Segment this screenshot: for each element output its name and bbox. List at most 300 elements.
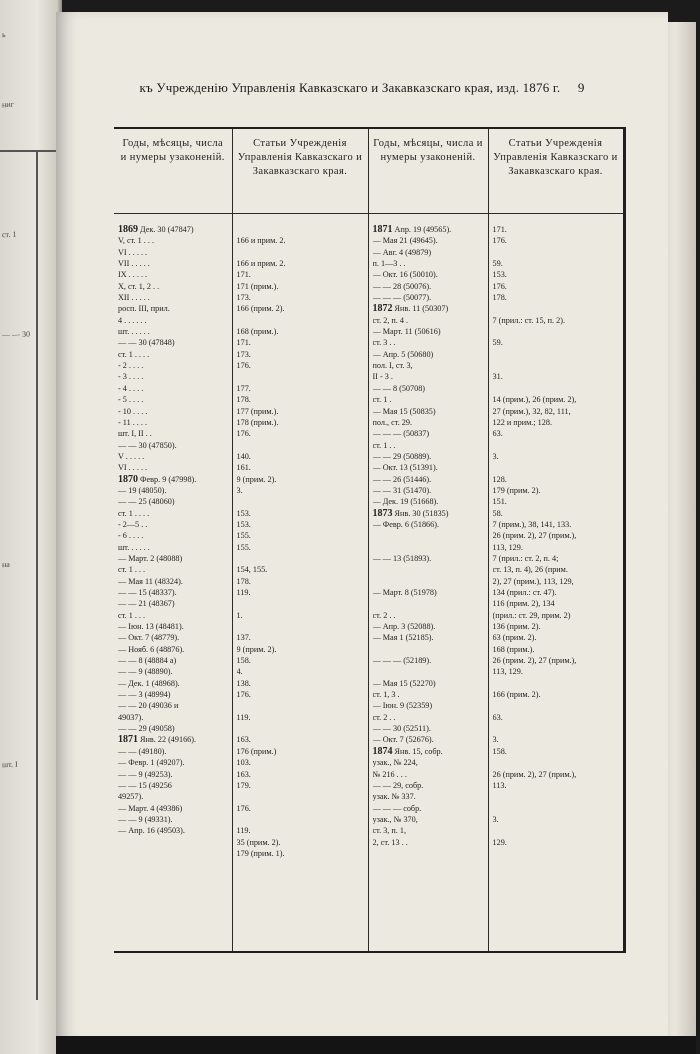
entry-text: ст. 2 . .: [372, 712, 396, 722]
decree-entry: [373, 689, 485, 700]
article-entry: 153.: [492, 270, 507, 280]
article-entry: 4.: [236, 667, 243, 677]
decree-entry: [373, 519, 485, 530]
decree-entry: [373, 292, 485, 303]
article-entry: 171.: [236, 270, 251, 280]
article-entry: 119.: [236, 588, 251, 597]
article-entry: [493, 440, 620, 451]
article-entry: 1.: [236, 610, 243, 620]
decree-entry: [118, 508, 229, 519]
article-entry: 176 (прим.): [236, 746, 277, 756]
decree-entry: [118, 326, 229, 337]
entry-text: — — 8 (48884 a): [118, 656, 177, 666]
entry-text: — Апр. 3 (52088).: [372, 622, 436, 632]
article-entry: 176.: [492, 281, 507, 291]
decree-entry: [118, 394, 229, 405]
article-entry: 179.: [236, 780, 251, 790]
entry-text: — — 29 (49058): [118, 724, 175, 734]
entry-text: — Нояб. 6 (48876).: [118, 644, 185, 654]
entry-text: Дек. 30 (47847): [138, 225, 194, 234]
decree-entry: [118, 530, 229, 541]
facing-page-text: ст. 1: [2, 229, 17, 240]
decree-entry: [373, 542, 485, 553]
decree-entry: [118, 769, 229, 780]
entry-text: — — (49180).: [118, 746, 167, 756]
entry-text: - 2 . . . .: [118, 361, 144, 371]
decree-entry: [373, 360, 485, 371]
article-entry: 113, 129.: [492, 667, 523, 677]
article-entry: [237, 440, 365, 451]
article-entry: 35 (прим. 2).: [236, 837, 281, 847]
entry-text: — — 15 (48337).: [118, 588, 177, 597]
article-entry: 137.: [236, 633, 251, 643]
article-entry: 179 (прим. 1).: [236, 848, 285, 858]
article-entry: 2), 27 (прим.), 113, 129,: [492, 576, 574, 586]
article-entry: 179 (прим. 2).: [492, 485, 541, 495]
decree-entry: [373, 326, 485, 337]
entry-text: Апр. 19 (49565).: [392, 225, 452, 234]
article-entry: [237, 700, 365, 711]
facing-page-text: на: [2, 559, 10, 570]
article-entry: 129.: [492, 837, 507, 847]
entry-text: ст. 1 . .: [372, 440, 396, 450]
entry-text: - 10 . . . .: [118, 406, 148, 416]
entry-text: — 19 (48050).: [118, 485, 167, 495]
article-entry: 138.: [236, 678, 251, 688]
article-entry: 166 и прим. 2.: [236, 236, 286, 246]
article-entry: [237, 723, 365, 734]
article-entry: [237, 371, 365, 382]
entry-text: — Мая 15 (52270): [372, 678, 436, 688]
facing-page-rule: [36, 150, 38, 1000]
article-entry: 166 (прим. 2).: [236, 304, 285, 314]
entry-text: — Окт. 13 (51391).: [372, 463, 438, 473]
entry-text: № 216 . . .: [372, 769, 407, 779]
entry-text: — — 9 (49253).: [118, 769, 173, 779]
article-entry: [493, 723, 620, 734]
column-header: Статьи Учрежденія Управленія Кавказскаго и Закавказскаго края.: [232, 128, 368, 214]
decree-entry: [118, 360, 229, 371]
decree-column-left: [114, 214, 232, 953]
entry-text: ст. 3, п. 1,: [372, 826, 406, 836]
article-entry: 27 (прим.), 32, 82, 111,: [492, 406, 571, 416]
decree-entry: [118, 474, 229, 485]
entry-text: — — 28 (50076).: [372, 281, 432, 291]
header-title: къ Учрежденію Управленія Кавказскаго и Закавказскаго края, изд. 1876 г.: [139, 80, 561, 95]
entry-text: ст. 2, п. 4 .: [372, 315, 409, 325]
article-entry: [493, 700, 620, 711]
entry-text: — — 13 (51893).: [372, 553, 432, 563]
entry-text: VI . . . . .: [118, 463, 148, 473]
year-label: 1870: [118, 473, 138, 485]
decree-entry: [118, 281, 229, 292]
article-entry: [493, 303, 620, 314]
article-entry: 173.: [236, 349, 251, 359]
entry-text: — Дек. 19 (51668).: [372, 497, 439, 507]
article-entry: 166 и прим. 2.: [236, 259, 286, 269]
decree-entry: [373, 235, 485, 246]
entry-text: — Март. 2 (48088): [118, 553, 183, 563]
decree-entry: [373, 837, 485, 848]
entry-text: 49257).: [118, 792, 144, 802]
article-entry: 161.: [236, 463, 251, 473]
article-entry: [493, 678, 620, 689]
article-entry: 173.: [236, 293, 251, 303]
article-entry: [237, 247, 365, 258]
article-entry: 14 (прим.), 26 (прим. 2),: [492, 395, 577, 405]
entry-text: — Апр. 16 (49503).: [118, 826, 185, 836]
entry-text: — Мая 15 (50835): [372, 406, 436, 416]
article-entry: 153.: [236, 519, 251, 529]
decree-entry: [373, 666, 485, 677]
facing-page-gutter: [0, 0, 62, 1054]
decree-entry: [118, 247, 229, 258]
entry-text: - 11 . . . .: [118, 417, 148, 427]
article-entry: 168 (прим.).: [236, 327, 279, 337]
year-label: 1872: [372, 303, 393, 315]
facing-page-text: ниг: [2, 99, 14, 110]
articles-column-left: [232, 214, 368, 953]
entry-text: — Дек. 1 (48968).: [118, 678, 180, 688]
article-entry: 9 (прим. 2).: [236, 474, 277, 484]
entry-text: - 4 . . . .: [118, 383, 144, 393]
entry-text: V . . . . .: [118, 451, 145, 461]
article-entry: 171.: [236, 338, 251, 348]
page-number: 9: [577, 80, 585, 95]
entry-text: — — 31 (51470).: [372, 485, 432, 495]
article-entry: 116 (прим. 2), 134: [492, 599, 555, 609]
entry-text: — — 9 (48890).: [118, 667, 173, 677]
entry-text: ст. 1, 3 .: [372, 690, 400, 700]
article-entry: [237, 496, 365, 507]
decree-entry: [373, 224, 485, 235]
decree-entry: [373, 530, 485, 541]
entry-text: росп. III, прил.: [118, 304, 170, 314]
article-entry: [493, 360, 620, 371]
entry-text: ст. 1 . . .: [118, 565, 146, 575]
decree-entry: [118, 746, 229, 757]
article-entry: 3.: [236, 485, 243, 495]
decree-entry: [373, 553, 485, 564]
decree-entry: [373, 814, 485, 825]
decree-entry: [118, 587, 229, 598]
decree-entry: [118, 712, 229, 723]
decree-entry: [118, 553, 229, 564]
entry-text: — — 9 (49331).: [118, 814, 173, 824]
article-entry: 3.: [492, 735, 499, 745]
decree-entry: [373, 394, 485, 405]
entry-text: - 6 . . . .: [118, 531, 144, 541]
article-entry: (прил.: ст. 29, прим. 2): [492, 610, 571, 620]
article-entry: 158.: [236, 656, 251, 666]
entry-text: — — 29, собр.: [372, 780, 424, 790]
article-entry: 63 (прим. 2).: [492, 633, 537, 643]
entry-text: узак. № 337.: [372, 792, 416, 802]
entry-text: ст. 1 .: [372, 395, 392, 405]
decree-entry: [373, 598, 485, 609]
decree-entry: [118, 825, 229, 836]
entry-text: — Іюн. 13 (48481).: [118, 622, 184, 632]
decree-entry: [373, 269, 485, 280]
entry-text: ст. 1 . . . .: [118, 349, 150, 359]
decree-entry: [373, 723, 485, 734]
entry-text: - 3 . . . .: [118, 372, 144, 382]
article-entry: 103.: [236, 758, 251, 768]
decree-entry: [118, 258, 229, 269]
decree-entry: [373, 406, 485, 417]
decree-entry: [118, 734, 229, 745]
decree-entry: [118, 485, 229, 496]
article-entry: 59.: [492, 259, 503, 269]
decree-entry: [373, 315, 485, 326]
entry-text: пол. I, ст. 3,: [372, 361, 413, 371]
entry-text: — Мая 21 (49645).: [372, 236, 438, 246]
entry-text: шт. . . . . .: [118, 327, 150, 337]
article-entry: 58.: [492, 508, 503, 518]
entry-text: — Март. 4 (49386): [118, 803, 183, 813]
decree-entry: [373, 485, 485, 496]
entry-text: — — — (52189).: [372, 656, 432, 666]
decree-column-right: [368, 214, 488, 953]
article-entry: 177 (прим.).: [236, 406, 279, 416]
decree-entry: [118, 700, 229, 711]
article-entry: [237, 791, 365, 802]
article-entry: 155.: [236, 542, 251, 552]
article-entry: 26 (прим. 2), 27 (прим.),: [492, 531, 577, 541]
decree-entry: [118, 689, 229, 700]
decree-entry: [118, 803, 229, 814]
article-entry: [493, 383, 620, 394]
article-entry: 26 (прим. 2), 27 (прим.),: [492, 656, 577, 666]
entry-text: — — 3 (48994): [118, 690, 171, 700]
decree-entry: [373, 803, 485, 814]
entry-text: VII . . . . .: [118, 259, 150, 269]
decree-entry: [373, 508, 485, 519]
article-entry: 153.: [236, 508, 251, 518]
decree-entry: [373, 587, 485, 598]
article-entry: 155.: [236, 531, 251, 541]
decree-entry: [118, 678, 229, 689]
article-entry: 7 (прим.), 38, 141, 133.: [492, 519, 572, 529]
decree-entry: [118, 655, 229, 666]
article-entry: 3.: [492, 814, 499, 824]
entry-text: — Март. 11 (50616): [372, 327, 441, 337]
article-entry: 119.: [236, 826, 251, 836]
article-entry: 9 (прим. 2).: [236, 644, 277, 654]
decree-entry: [373, 564, 485, 575]
article-entry: [237, 315, 365, 326]
entry-text: шт. I, II . .: [118, 429, 152, 439]
article-entry: [493, 326, 620, 337]
year-label: 1869: [118, 224, 138, 235]
decree-entry: [373, 440, 485, 451]
decree-entry: [118, 383, 229, 394]
decree-entry: [373, 496, 485, 507]
article-entry: [493, 825, 620, 836]
entry-text: узак., № 370,: [372, 814, 418, 824]
entry-text: — — 30 (47850).: [118, 440, 177, 450]
entry-text: — — 15 (49256: [118, 780, 172, 790]
decree-entry: [118, 315, 229, 326]
year-label: 1873: [372, 507, 393, 519]
entry-text: ст. 1 . . .: [118, 610, 146, 620]
article-entry: 176.: [236, 690, 251, 700]
decree-entry: [373, 303, 485, 314]
entry-text: — — 29 (50889).: [372, 451, 432, 461]
article-entry: 151.: [492, 497, 507, 507]
decree-entry: [118, 224, 229, 235]
decree-entry: [118, 462, 229, 473]
year-label: 1874: [372, 745, 393, 757]
article-entry: 176.: [492, 236, 507, 246]
column-header: Годы, мѣсяцы, числа и нумеры узаконеній.: [368, 128, 488, 214]
article-entry: 136 (прим. 2).: [492, 622, 541, 632]
article-entry: 158.: [492, 746, 507, 756]
column-header: Статьи Учрежденія Управленія Кавказскаго и Закавказскаго края.: [488, 128, 624, 214]
entry-text: — Авг. 4 (49879): [372, 247, 432, 257]
article-entry: 168 (прим.).: [492, 644, 535, 654]
entry-text: X, ст. 1, 2 . .: [118, 281, 160, 291]
decree-entry: [118, 542, 229, 553]
decree-entry: [118, 666, 229, 677]
article-entry: 166 (прим. 2).: [492, 690, 541, 700]
article-entry: 26 (прим. 2), 27 (прим.),: [492, 769, 577, 779]
entry-text: — Март. 8 (51978): [372, 588, 437, 597]
decree-entry: [118, 644, 229, 655]
decree-entry: [373, 700, 485, 711]
entry-text: IX . . . . .: [118, 270, 148, 280]
decree-entry: [118, 598, 229, 609]
article-entry: 163.: [236, 735, 251, 745]
entry-text: 2, ст. 13 . .: [372, 837, 408, 847]
decree-entry: [373, 769, 485, 780]
facing-page-rule: [0, 150, 62, 152]
article-entry: 128.: [492, 474, 507, 484]
decree-entry: [118, 428, 229, 439]
decree-entry: [118, 621, 229, 632]
decree-entry: [118, 564, 229, 575]
column-header: Годы, мѣсяцы, числа и нумеры узаконеній.: [114, 128, 232, 214]
decree-entry: [118, 349, 229, 360]
entry-text: — — — собр.: [372, 803, 422, 813]
decree-entry: [373, 757, 485, 768]
decree-entry: [118, 610, 229, 621]
article-entry: [237, 814, 365, 825]
entry-text: — — 25 (48060): [118, 497, 175, 507]
decree-entry: [373, 678, 485, 689]
entry-text: — Мая 1 (52185).: [372, 633, 434, 643]
entry-text: — Окт. 16 (50010).: [372, 270, 438, 280]
article-entry: [493, 791, 620, 802]
article-entry: 176.: [236, 361, 251, 371]
article-entry: [493, 349, 620, 360]
decree-entry: [118, 337, 229, 348]
article-entry: 171 (прим.).: [236, 281, 279, 291]
article-entry: 178.: [492, 293, 507, 303]
entry-text: — Февр. 6 (51866).: [372, 519, 439, 529]
article-entry: 31.: [492, 372, 503, 382]
article-entry: [493, 462, 620, 473]
entry-text: — — 20 (49036 и: [118, 701, 179, 711]
decree-entry: [373, 576, 485, 587]
decree-entry: [373, 746, 485, 757]
book-page: [56, 12, 668, 1042]
entry-text: — Окт. 7 (48779).: [118, 633, 180, 643]
concordance-table: [114, 127, 626, 953]
entry-text: Янв. 11 (50307): [392, 304, 449, 314]
year-label: 1871: [372, 224, 393, 235]
decree-entry: [118, 269, 229, 280]
article-entry: [237, 224, 365, 235]
article-entry: [493, 803, 620, 814]
entry-text: - 2—5 . .: [118, 519, 148, 529]
decree-entry: [118, 780, 229, 791]
decree-entry: [373, 247, 485, 258]
decree-entry: [373, 281, 485, 292]
entry-text: — — 21 (48367): [118, 599, 175, 609]
entry-text: ст. 1 . . . .: [118, 508, 150, 518]
entry-text: — Апр. 5 (50680): [372, 349, 434, 359]
article-entry: 140.: [236, 451, 251, 461]
decree-entry: [118, 791, 229, 802]
decree-entry: [373, 780, 485, 791]
entry-text: ст. 3 . .: [372, 338, 396, 348]
decree-entry: [118, 406, 229, 417]
article-entry: 178.: [236, 576, 251, 586]
decree-entry: [118, 576, 229, 587]
article-entry: 3.: [492, 451, 499, 461]
decree-entry: [373, 417, 485, 428]
article-entry: 176.: [236, 803, 251, 813]
entry-text: II - 3 .: [372, 372, 393, 382]
decree-entry: [373, 610, 485, 621]
entry-text: — — — (50837): [372, 429, 430, 439]
entry-text: 4 . . . . . .: [118, 315, 147, 325]
article-entry: 154, 155.: [236, 565, 268, 575]
decree-entry: [118, 371, 229, 382]
decree-entry: [118, 519, 229, 530]
decree-entry: [118, 440, 229, 451]
decree-entry: [118, 417, 229, 428]
article-entry: [237, 553, 365, 564]
entry-text: — — 30 (47848): [118, 338, 175, 348]
entry-text: Янв. 22 (49166).: [138, 735, 197, 745]
entry-text: XII . . . . .: [118, 293, 150, 303]
decree-entry: [118, 757, 229, 768]
decree-entry: [373, 371, 485, 382]
entry-text: VI . . . . .: [118, 247, 148, 257]
decree-entry: [118, 496, 229, 507]
decree-entry: [118, 303, 229, 314]
entry-text: узак., № 224,: [372, 758, 418, 768]
article-entry: 7 (прил.: ст. 2, п. 4;: [492, 553, 559, 563]
decree-entry: [373, 632, 485, 643]
facing-page-text: ь: [2, 29, 6, 40]
decree-entry: [373, 825, 485, 836]
article-entry: 119.: [236, 712, 251, 722]
entry-text: - 5 . . . .: [118, 395, 144, 405]
entry-text: шт. . . . . .: [118, 542, 150, 552]
entry-text: Янв. 15, собр.: [392, 746, 443, 756]
entry-text: — — 8 (50708): [372, 383, 426, 393]
decree-entry: [373, 621, 485, 632]
article-entry: [237, 621, 365, 632]
article-entry: 63.: [492, 712, 503, 722]
article-entry: 59.: [492, 338, 503, 348]
decree-entry: [118, 723, 229, 734]
decree-entry: [118, 292, 229, 303]
entry-text: ст. 2 . .: [372, 610, 396, 620]
